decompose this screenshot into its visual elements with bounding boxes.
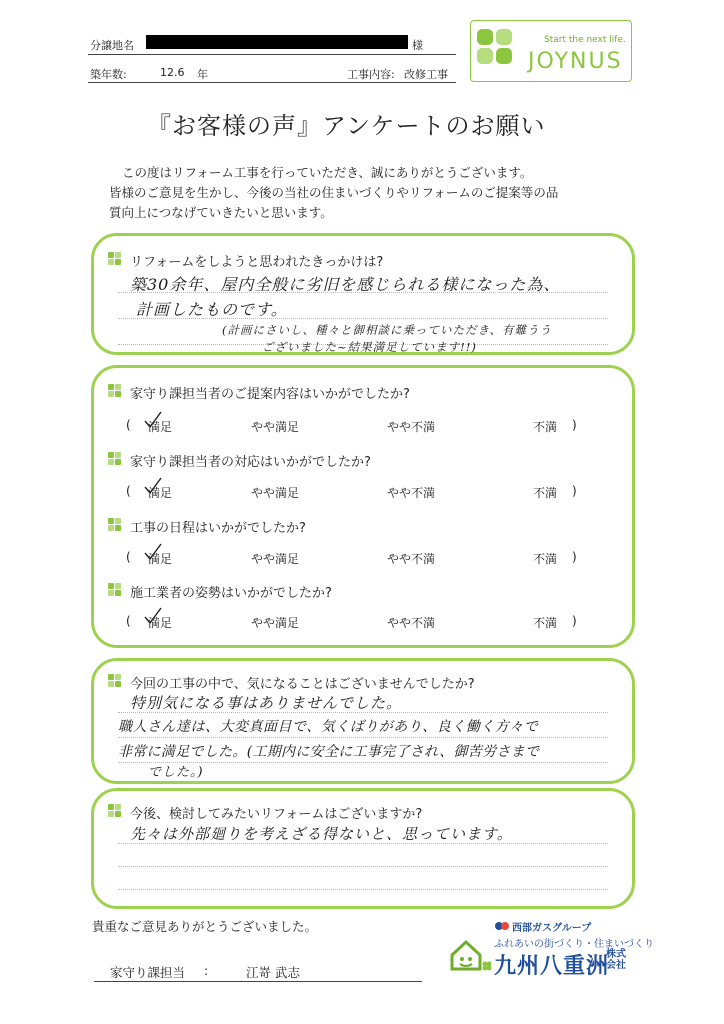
q4-answer-line-1: 先々は外部廻りを考えざる得ないと、思っています。: [130, 825, 513, 843]
house-icon: [448, 937, 484, 973]
redacted-property-name: [146, 35, 408, 49]
rating-3-close-paren: ): [572, 550, 577, 564]
rating-2-option-1[interactable]: 満足: [148, 486, 173, 500]
rating-3-option-3[interactable]: やや不満: [387, 552, 436, 566]
clover-icon-small: [482, 961, 492, 971]
q1-answer-line-2: 計画したものです。: [136, 300, 288, 319]
staff-label: 家守り課担当: [110, 965, 186, 980]
rating-3-open-paren: (: [126, 550, 131, 564]
age-label: 築年数:: [90, 68, 127, 81]
rating-3-option-2[interactable]: やや満足: [251, 552, 300, 566]
q3-answer-line-1: 特別気になる事はありませんでした。: [130, 694, 403, 712]
q1-question: リフォームをしようと思われたきっかけは?: [130, 255, 384, 270]
rating-2-question: 家守り課担当者の対応はいかがでしたか?: [130, 455, 371, 470]
rating-3-option-4[interactable]: 不満: [533, 552, 558, 566]
work-label: 工事内容:: [347, 68, 395, 81]
rating-2-close-paren: ): [572, 484, 577, 498]
property-underline: [88, 54, 456, 55]
q3-rule-2: [118, 737, 608, 738]
rating-1-question: 家守り課担当者のご提案内容はいかがでしたか?: [130, 387, 410, 402]
q4-bullet-icon: [108, 804, 122, 818]
rating-4-open-paren: (: [126, 614, 131, 628]
rating-3-option-1[interactable]: 満足: [148, 552, 173, 566]
q4-question: 今後、検討してみたいリフォームはございますか?: [130, 807, 423, 822]
joynus-logo: [470, 20, 632, 82]
q3-question: 今回の工事の中で、気になることはございませんでしたか?: [130, 677, 475, 692]
q1-bullet-icon: [108, 252, 122, 266]
rating-4-question: 施工業者の姿勢はいかがでしたか?: [130, 586, 332, 601]
company-slogan: ふれあいの街づくり・住まいづくり: [494, 939, 654, 950]
q1-note-line-2: ございました~結果満足しています!!): [262, 340, 477, 354]
clover-icon: [475, 27, 515, 73]
company-name: 九州八重洲: [494, 954, 610, 979]
q3-answer-line-4: でした。): [148, 765, 204, 780]
rating-1-option-4[interactable]: 不満: [533, 420, 558, 434]
rating-1-bullet-icon: [108, 384, 122, 398]
page-title: 『お客様の声』アンケートのお願い: [147, 112, 546, 140]
rating-3-bullet-icon: [108, 518, 122, 532]
property-label: 分譲地名: [90, 39, 134, 52]
company-suffix: 株式会社: [606, 949, 626, 971]
age-value: 12.6: [160, 66, 185, 79]
rating-2-open-paren: (: [126, 484, 131, 498]
rating-2-option-2[interactable]: やや満足: [251, 486, 300, 500]
intro-line-1: この度はリフォーム工事を行っていただき、誠にありがとうございます。: [122, 165, 533, 180]
rating-2-bullet-icon: [108, 452, 122, 466]
rating-4-bullet-icon: [108, 583, 122, 597]
gas-group-icon: [494, 920, 510, 932]
group-name: 西部ガスグループ: [512, 923, 592, 934]
staff-name: 江嵜 武志: [246, 965, 300, 980]
company-logo: [446, 917, 654, 983]
ratings-panel: [91, 365, 635, 648]
rating-4-close-paren: ): [572, 614, 577, 628]
rating-4-option-1[interactable]: 満足: [148, 616, 173, 630]
rating-4-option-3[interactable]: やや不満: [387, 616, 436, 630]
q1-note-line-1: (計画にさいし、種々と御相談に乗っていただき、有難うう: [222, 323, 553, 337]
q3-bullet-icon: [108, 674, 122, 688]
rating-2-check-mark: [142, 475, 164, 497]
rating-1-open-paren: (: [126, 418, 131, 432]
rating-3-check-mark: [142, 541, 164, 563]
q1-answer-line-1: 築30余年、屋内全般に劣旧を感じられる様になった為、: [130, 275, 561, 294]
age-underline: [88, 82, 456, 83]
q4-rule-2: [118, 866, 608, 867]
rating-3-question: 工事の日程はいかがでしたか?: [130, 521, 306, 536]
staff-underline: [94, 981, 422, 982]
staff-colon: :: [204, 963, 209, 978]
age-unit: 年: [197, 68, 208, 81]
rating-1-option-2[interactable]: やや満足: [251, 420, 300, 434]
work-value: 改修工事: [404, 68, 448, 81]
q3-answer-line-2: 職人さん達は、大変真面目で、気くばりがあり、良く働く方々で: [118, 719, 539, 735]
rating-1-option-1[interactable]: 満足: [148, 420, 173, 434]
intro-line-3: 質向上につなげていきたいと思います。: [109, 205, 333, 220]
q4-rule-3: [118, 889, 608, 890]
rating-4-option-2[interactable]: やや満足: [251, 616, 300, 630]
rating-2-option-3[interactable]: やや不満: [387, 486, 436, 500]
intro-line-2: 皆様のご意見を生かし、今後の当社の住まいづくりやリフォームのご提案等の品: [109, 185, 559, 200]
rating-2-option-4[interactable]: 不満: [533, 486, 558, 500]
thanks-text: 貴重なご意見ありがとうございました。: [92, 919, 318, 934]
rating-1-check-mark: [142, 409, 164, 431]
property-suffix: 様: [412, 39, 423, 52]
rating-1-option-3[interactable]: やや不満: [387, 420, 436, 434]
rating-4-check-mark: [142, 605, 164, 627]
q3-answer-line-3: 非常に満足でした。(工期内に安全に工事完了され、御苦労さまで: [118, 744, 540, 760]
logo-brand: JOYNUS: [528, 49, 623, 74]
rating-1-close-paren: ): [572, 418, 577, 432]
logo-tagline: Start the next life.: [544, 35, 626, 45]
rating-4-option-4[interactable]: 不満: [533, 616, 558, 630]
